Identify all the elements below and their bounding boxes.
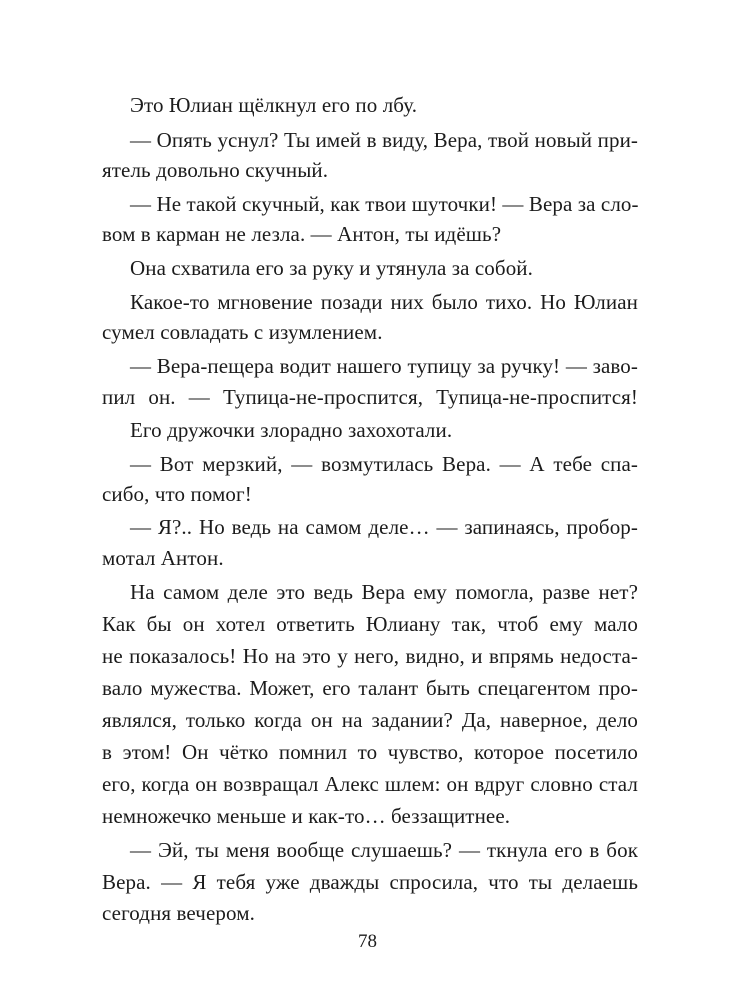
text-line: Это Юлиан щёлкнул его по лбу. [130,93,418,117]
text-line: — Вера-пещера водит нашего тупицу за ручку! — заво- [130,354,638,378]
text-line: вало мужества. Может, его талант быть спецагентом про- [102,676,638,700]
text-line: — Я?.. Но ведь на самом деле… — запинаясь, пробор- [130,515,638,539]
text-line: — Вот мерзкий, — возмутилась Вера. — А тебе спа- [130,452,638,476]
text-line: — Не такой скучный, как твои шуточки! — Вера за сло- [130,192,639,216]
text-line: сибо, что помог! [102,482,252,506]
text-line: Его дружочки злорадно захохотали. [130,418,453,442]
text-line: пил он. — Тупица-не-проспится, Тупица-не-проспится! [102,385,638,409]
text-line: сегодня вечером. [102,901,255,925]
page-number: 78 [358,931,377,952]
text-line: в этом! Он чётко помнил то чувство, которое посетило [102,740,638,764]
text-line: сумел совладать с изумлением. [102,320,383,344]
text-line: Какое-то мгновение позади них было тихо. Но Юлиан [130,290,638,314]
text-line: Как бы он хотел ответить Юлиану так, чтоб ему мало [102,612,638,636]
text-line: вом в карман не лезла. — Антон, ты идёшь? [102,222,502,246]
text-line: его, когда он возвращал Алекс шлем: он вдруг словно стал [102,772,638,796]
text-line: немножечко меньше и как-то… беззащитнее. [102,804,511,828]
text-line: — Эй, ты меня вообще слушаешь? — ткнула его в бок [130,838,638,862]
text-line: На самом деле это ведь Вера ему помогла, разве нет? [130,580,638,604]
text-line: ятель довольно скучный. [102,158,329,182]
text-line: — Опять уснул? Ты имей в виду, Вера, твой новый при- [130,128,638,152]
text-line: не показалось! Но на это у него, видно, и впрямь недоста- [102,644,638,668]
text-line: Она схватила его за руку и утянула за собой. [130,256,533,280]
text-line: мотал Антон. [102,546,224,570]
text-line: являлся, только когда он на задании? Да, наверное, дело [102,708,638,732]
text-line: Вера. — Я тебя уже дважды спросила, что ты делаешь [102,870,638,894]
